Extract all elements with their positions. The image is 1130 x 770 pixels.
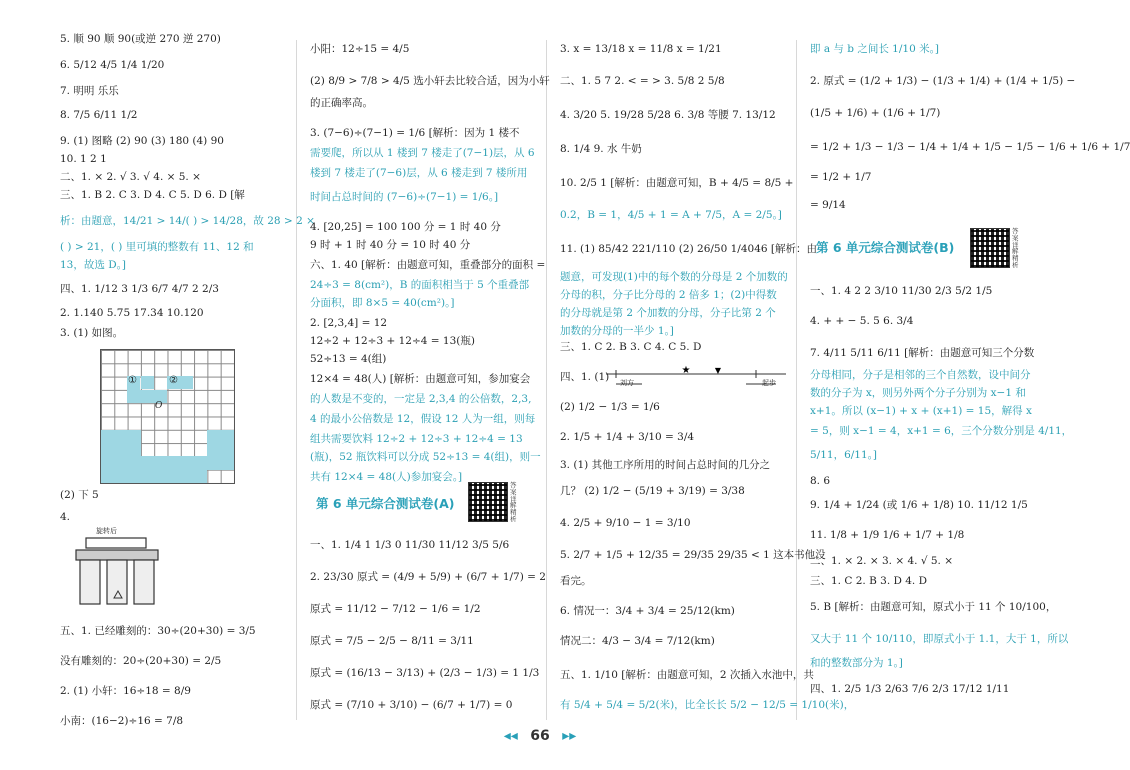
explanation-line: 分面积，即 8×5 = 40(cm²)。]	[310, 297, 455, 309]
answer-line: 2. 1.140 5.75 17.34 10.120	[60, 307, 204, 319]
answer-line: 一、1. 4 2 2 3/10 11/30 2/3 5/2 1/5	[810, 285, 993, 297]
explanation-line: 时间占总时间的 (7−6)÷(7−1) = 1/6。]	[310, 191, 499, 203]
grid-origin-label: O	[155, 401, 163, 411]
answer-line: 11. (1) 85/42 221/110 (2) 26/50 1/4046 [解析：由	[560, 243, 817, 255]
explanation-line: 24÷3 = 8(cm²)，B 的面积相当于 5 个重叠部	[310, 279, 530, 291]
qr-label: 答案详解精析	[510, 481, 517, 524]
answer-line: 4. 3/20 5. 19/28 5/28 6. 3/8 等腰 7. 13/12	[560, 109, 776, 121]
answer-line: 小阳：12÷15 = 4/5	[310, 43, 410, 55]
answer-line: 看完。	[560, 575, 592, 587]
numberline-right-label: 起步	[762, 379, 776, 387]
answer-line: 8. 1/4 9. 水 牛奶	[560, 143, 642, 155]
answer-line: 原式 = (7/10 + 3/10) − (6/7 + 1/7) = 0	[310, 699, 513, 711]
answer-line: 三、1. C 2. B 3. D 4. D	[810, 575, 928, 587]
explanation-line: 13，故选 D。]	[60, 259, 126, 271]
page-footer	[0, 728, 1080, 744]
answer-line: 三、1. C 2. B 3. C 4. C 5. D	[560, 341, 702, 353]
qr-code-icon	[970, 228, 1010, 268]
answer-line: 2. 23/30 原式 = (4/9 + 5/9) + (6/7 + 1/7) = 2	[310, 571, 546, 583]
explanation-line: 析：由题意，14/21 > 14/( ) > 14/28，故 28 > 2 ×	[60, 215, 315, 227]
answer-line: (1/5 + 1/6) + (1/6 + 1/7)	[810, 107, 941, 119]
machine-label: 旋转后	[96, 527, 117, 535]
explanation-line: 又大于 11 个 10/110，即原式小于 1.1，大于 1，所以	[810, 633, 1069, 645]
answer-line: 二、1. × 2. √ 3. √ 4. × 5. ×	[60, 171, 201, 183]
answer-line: 52÷13 = 4(组)	[310, 353, 387, 365]
answer-line: 12×4 = 48(人) [解析：由题意可知，参加宴会	[310, 373, 531, 385]
answer-line: 一、1. 1/4 1 1/3 0 11/30 11/12 3/5 5/6	[310, 539, 510, 551]
svg-text:★: ★	[681, 365, 691, 376]
explanation-line: 和的整数部分为 1。]	[810, 657, 903, 669]
answer-line: 四、1. 1/12 3 1/3 6/7 4/7 2 2/3	[60, 283, 219, 295]
answer-line: 五、1. 1/10 [解析：由题意可知，2 次插入水池中，共	[560, 669, 814, 681]
answer-line: 6. 5/12 4/5 1/4 1/20	[60, 59, 165, 71]
answer-line: 3. x = 13/18 x = 11/8 x = 1/21	[560, 43, 722, 55]
answer-line: 7. 4/11 5/11 6/11 [解析：由题意可知三个分数	[810, 347, 1035, 359]
answer-line: 10. 2/5 1 [解析：由题意可知，B + 4/5 = 8/5 +	[560, 177, 794, 189]
answer-line: 3. (7−6)÷(7−1) = 1/6 [解析：因为 1 楼不	[310, 127, 520, 139]
prev-arrow-icon: ◂◂	[503, 728, 518, 744]
numberline-left-label: 刘方	[620, 379, 634, 387]
explanation-line: 分母相同，分子是相邻的三个自然数，设中间分	[810, 369, 1031, 381]
answer-line: 6. 情况一：3/4 + 3/4 = 25/12(km)	[560, 605, 735, 617]
answer-line: 12÷2 + 12÷3 + 12÷4 = 13(瓶)	[310, 335, 475, 347]
qr-label: 答案详解精析	[1012, 227, 1019, 270]
answer-line: 7. 明明 乐乐	[60, 85, 119, 97]
section-title-b: 第 6 单元综合测试卷(B)	[816, 240, 955, 255]
section-title-a: 第 6 单元综合测试卷(A)	[316, 496, 455, 511]
answer-line: 2. [2,3,4] = 12	[310, 317, 388, 329]
explanation-line: x+1。所以 (x−1) + x + (x+1) = 15，解得 x	[810, 405, 1032, 417]
answer-line: 5. 顺 90 顺 90(或逆 270 逆 270)	[60, 33, 221, 45]
answer-line: 原式 = 7/5 − 2/5 − 8/11 = 3/11	[310, 635, 474, 647]
transformation-grid-figure	[100, 349, 235, 484]
explanation-line: (瓶)，52 瓶饮料可以分成 52÷13 = 4(组)，则一	[310, 451, 541, 463]
answer-line: 几？ (2) 1/2 − (5/19 + 3/19) = 3/38	[560, 485, 745, 497]
answer-line: 10. 1 2 1	[60, 153, 107, 165]
explanation-line: = 5，则 x−1 = 4，x+1 = 6，三个分数分别是 4/11，	[810, 425, 1073, 437]
explanation-line: 组共需要饮料 12÷2 + 12÷3 + 12÷4 = 13	[310, 433, 523, 445]
answer-line: (2) 下 5	[60, 489, 99, 501]
answer-line: = 1/2 + 1/3 − 1/3 − 1/4 + 1/4 + 1/5 − 1/5 − 1/6 + 1/6 + 1/7	[810, 141, 1130, 153]
explanation-line: 分母的积，分子比分母的 2 倍多 1；(2)中得数	[560, 289, 777, 301]
answer-line: 二、1. 5 7 2. < = > 3. 5/8 2 5/8	[560, 75, 725, 87]
answer-line: 没有雕刻的：20÷(20+30) = 2/5	[60, 655, 222, 667]
answer-line: 9. 1/4 + 1/24 (或 1/6 + 1/8) 10. 11/12 1/5	[810, 499, 1028, 511]
explanation-line: 的人数是不变的，一定是 2,3,4 的公倍数，2,3,	[310, 393, 532, 405]
explanation-line: 4 的最小公倍数是 12，假设 12 人为一组，则每	[310, 413, 536, 425]
explanation-line: 数的分子为 x，则另外两个分子分别为 x−1 和	[810, 387, 1026, 399]
explanation-line: ( ) > 21，( ) 里可填的整数有 11、12 和	[60, 241, 254, 253]
answer-line: 9 时 + 1 时 40 分 = 10 时 40 分	[310, 239, 471, 251]
answer-line: 五、1. 已经雕刻的：30÷(20+30) = 3/5	[60, 625, 256, 637]
answer-line: 5. 2/7 + 1/5 + 12/35 = 29/35 29/35 < 1 这本书他没	[560, 549, 826, 561]
explanation-line: 楼到 7 楼走了(7−6)层，从 6 楼走到 7 楼所用	[310, 167, 528, 179]
answer-line: 4. + + − 5. 5 6. 3/4	[810, 315, 914, 327]
answer-line: 原式 = (16/13 − 3/13) + (2/3 − 1/3) = 1 1/3	[310, 667, 540, 679]
explanation-line: 需要爬，所以从 1 楼到 7 楼走了(7−1)层，从 6	[310, 147, 535, 159]
explanation-line: 题意，可发现(1)中的每个数的分母是 2 个加数的	[560, 271, 788, 283]
explanation-line: 有 5/4 + 5/4 = 5/2(米)，比全长长 5/2 − 12/5 = 1/10(米)，	[560, 699, 855, 711]
answer-line: 2. 原式 = (1/2 + 1/3) − (1/3 + 1/4) + (1/4 + 1/5) −	[810, 75, 1076, 87]
answer-line: (2) 1/2 − 1/3 = 1/6	[560, 401, 660, 413]
answer-line: 三、1. B 2. C 3. D 4. C 5. D 6. D [解	[60, 189, 245, 201]
answer-line: 二、1. × 2. × 3. × 4. √ 5. ×	[810, 555, 954, 567]
answer-line: (2) 8/9 > 7/8 > 4/5 选小轩去比较合适，因为小轩	[310, 75, 550, 87]
explanation-line: 的分母就是第 2 个加数的分母，分子比第 2 个	[560, 307, 776, 319]
answer-line: 3. (1) 其他工序所用的时间占总时间的几分之	[560, 459, 771, 471]
grid-label-2: ②	[169, 375, 178, 386]
next-arrow-icon: ▸▸	[562, 728, 577, 744]
explanation-line: 5/11，6/11。]	[810, 449, 878, 461]
answer-line: 六、1. 40 [解析：由题意可知，重叠部分的面积 =	[310, 259, 546, 271]
answer-line: 4. [20,25] = 100 100 分 = 1 时 40 分	[310, 221, 501, 233]
explanation-line: 加数的分母的一半少 1。]	[560, 325, 674, 337]
answer-line: 的正确率高。	[310, 97, 373, 109]
answer-line: 四、1. 2/5 1/3 2/63 7/6 2/3 17/12 1/11	[810, 683, 1010, 695]
answer-line: 四、1. (1)	[560, 371, 610, 383]
page-number: 66	[530, 728, 550, 744]
answer-line: 9. (1) 图略 (2) 90 (3) 180 (4) 90	[60, 135, 224, 147]
answer-line: 11. 1/8 + 1/9 1/6 + 1/7 + 1/8	[810, 529, 965, 541]
answer-line: 4. 2/5 + 9/10 − 1 = 3/10	[560, 517, 691, 529]
svg-text:▼: ▼	[714, 366, 722, 375]
column-divider	[296, 40, 297, 720]
answer-line: = 1/2 + 1/7	[810, 171, 872, 183]
answer-line: = 9/14	[810, 199, 846, 211]
explanation-line: 0.2，B = 1，4/5 + 1 = A + 7/5，A = 2/5。]	[560, 209, 782, 221]
rotated-machine-figure	[74, 536, 160, 606]
column-divider	[546, 40, 547, 720]
answer-line: 情况二：4/3 − 3/4 = 7/12(km)	[560, 635, 715, 647]
explanation-line: 即 a 与 b 之间长 1/10 米。]	[810, 43, 939, 55]
answer-line: 8. 7/5 6/11 1/2	[60, 109, 138, 121]
answer-line: 小南：(16−2)÷16 = 7/8	[60, 715, 184, 727]
answer-line: 3. (1) 如图。	[60, 327, 124, 339]
answer-line: 2. (1) 小轩：16÷18 = 8/9	[60, 685, 191, 697]
answer-line: 8. 6	[810, 475, 831, 487]
qr-code-icon	[468, 482, 508, 522]
answer-line: 2. 1/5 + 1/4 + 3/10 = 3/4	[560, 431, 695, 443]
answer-line: 5. B [解析：由题意可知，原式小于 11 个 10/100，	[810, 601, 1057, 613]
answer-line: 4.	[60, 511, 71, 523]
column-divider	[796, 40, 797, 720]
answer-line: 原式 = 11/12 − 7/12 − 1/6 = 1/2	[310, 603, 481, 615]
explanation-line: 共有 12×4 = 48(人)参加宴会。]	[310, 471, 463, 483]
grid-label-1: ①	[128, 375, 137, 386]
